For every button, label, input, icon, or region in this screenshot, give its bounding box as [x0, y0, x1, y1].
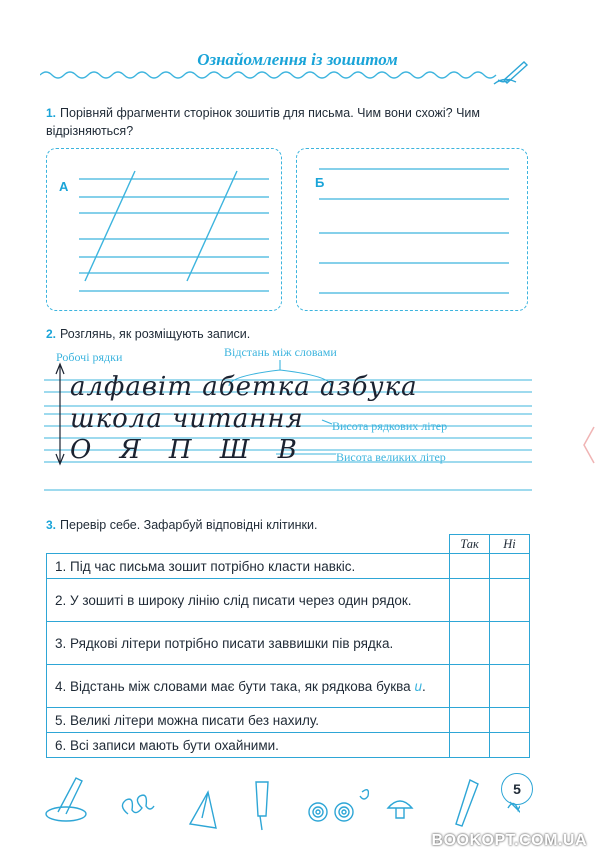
answer-yes-cell-5[interactable] [450, 708, 490, 733]
self-check-table [46, 534, 530, 758]
paper-plane-icon [190, 792, 216, 828]
title-wave-decoration [40, 68, 500, 82]
spiral-icons [309, 790, 368, 821]
statement-4: 4. Відстань між словами має бути така, як рядкова буква и. [47, 665, 450, 708]
table-row [47, 733, 530, 758]
header-yes: Так [450, 535, 490, 554]
page-title: Ознайомлення із зошитом [197, 50, 398, 69]
notebook-pen-icon [46, 778, 86, 821]
table-row [47, 665, 530, 708]
question-2 [46, 325, 534, 343]
annotation-word-spacing: Відстань між словами [224, 345, 337, 359]
table-header-row [47, 535, 530, 554]
fragment-b-label: Б [315, 175, 325, 190]
pen-writing-icon [490, 58, 530, 90]
horizontal-lines-grid [297, 149, 529, 312]
answer-no-cell-3[interactable] [490, 622, 530, 665]
header-empty-cell [47, 535, 450, 554]
notebook-fragment-b [296, 148, 528, 311]
question-1-number: 1. [46, 106, 57, 120]
annotation-working-rows: Робочі рядки [56, 350, 123, 364]
table-row [47, 579, 530, 622]
handwriting-line-3: О Я П Ш В [70, 435, 307, 465]
answer-no-cell-4[interactable] [490, 665, 530, 708]
table-row [47, 554, 530, 579]
statement-1: 1. Під час письма зошит потрібно класти навкіс. [47, 554, 450, 579]
question-3-text: Перевір себе. Зафарбуй відповідні клітинки. [60, 518, 318, 532]
answer-yes-cell-1[interactable] [450, 554, 490, 579]
question-2-number: 2. [46, 327, 57, 341]
answer-no-cell-6[interactable] [490, 733, 530, 758]
header-no: Ні [490, 535, 530, 554]
mushroom-icon [388, 801, 412, 818]
page-edge-chevron-icon [580, 425, 595, 465]
answer-yes-cell-2[interactable] [450, 579, 490, 622]
question-1 [46, 104, 534, 140]
brush-icon [256, 782, 268, 830]
watermark-text: BOOKOPT.COM.UA [431, 832, 587, 849]
slanted-lines-grid [47, 149, 283, 312]
feather-pen-icon [456, 780, 478, 826]
annotation-capital-height: Висота великих літер [336, 450, 446, 464]
question-1-text: Порівняй фрагменти сторінок зошитів для письма. Чим вони схожі? Чим відрізняються? [46, 106, 480, 138]
answer-yes-cell-6[interactable] [450, 733, 490, 758]
table-row [47, 708, 530, 733]
answer-yes-cell-4[interactable] [450, 665, 490, 708]
statement-2: 2. У зошиті в широку лінію слід писати через один рядок. [47, 579, 450, 622]
statement-3: 3. Рядкові літери потрібно писати заввишки пів рядка. [47, 622, 450, 665]
notebook-fragment-a [46, 148, 282, 311]
answer-no-cell-2[interactable] [490, 579, 530, 622]
question-2-text: Розглянь, як розміщують записи. [60, 327, 251, 341]
statement-4-text: 4. Відстань між словами має бути така, як рядкова буква [55, 678, 411, 694]
answer-yes-cell-3[interactable] [450, 622, 490, 665]
handwriting-line-2: школа читання [70, 404, 304, 434]
question-3-number: 3. [46, 518, 57, 532]
handwriting-line-1: алфавіт абетка азбука [70, 372, 418, 402]
statement-5: 5. Великі літери можна писати без нахилу. [47, 708, 450, 733]
answer-no-cell-5[interactable] [490, 708, 530, 733]
annotation-lowercase-height: Висота рядкових літер [332, 419, 448, 433]
cursive-letters-icon [122, 795, 154, 814]
question-3 [46, 516, 534, 534]
statement-4-letter: и [414, 678, 422, 694]
statement-6: 6. Всі записи мають бути охайними. [47, 733, 450, 758]
page-number: 5 [501, 773, 533, 805]
fragment-a-label: А [59, 179, 69, 194]
answer-no-cell-1[interactable] [490, 554, 530, 579]
table-row [47, 622, 530, 665]
